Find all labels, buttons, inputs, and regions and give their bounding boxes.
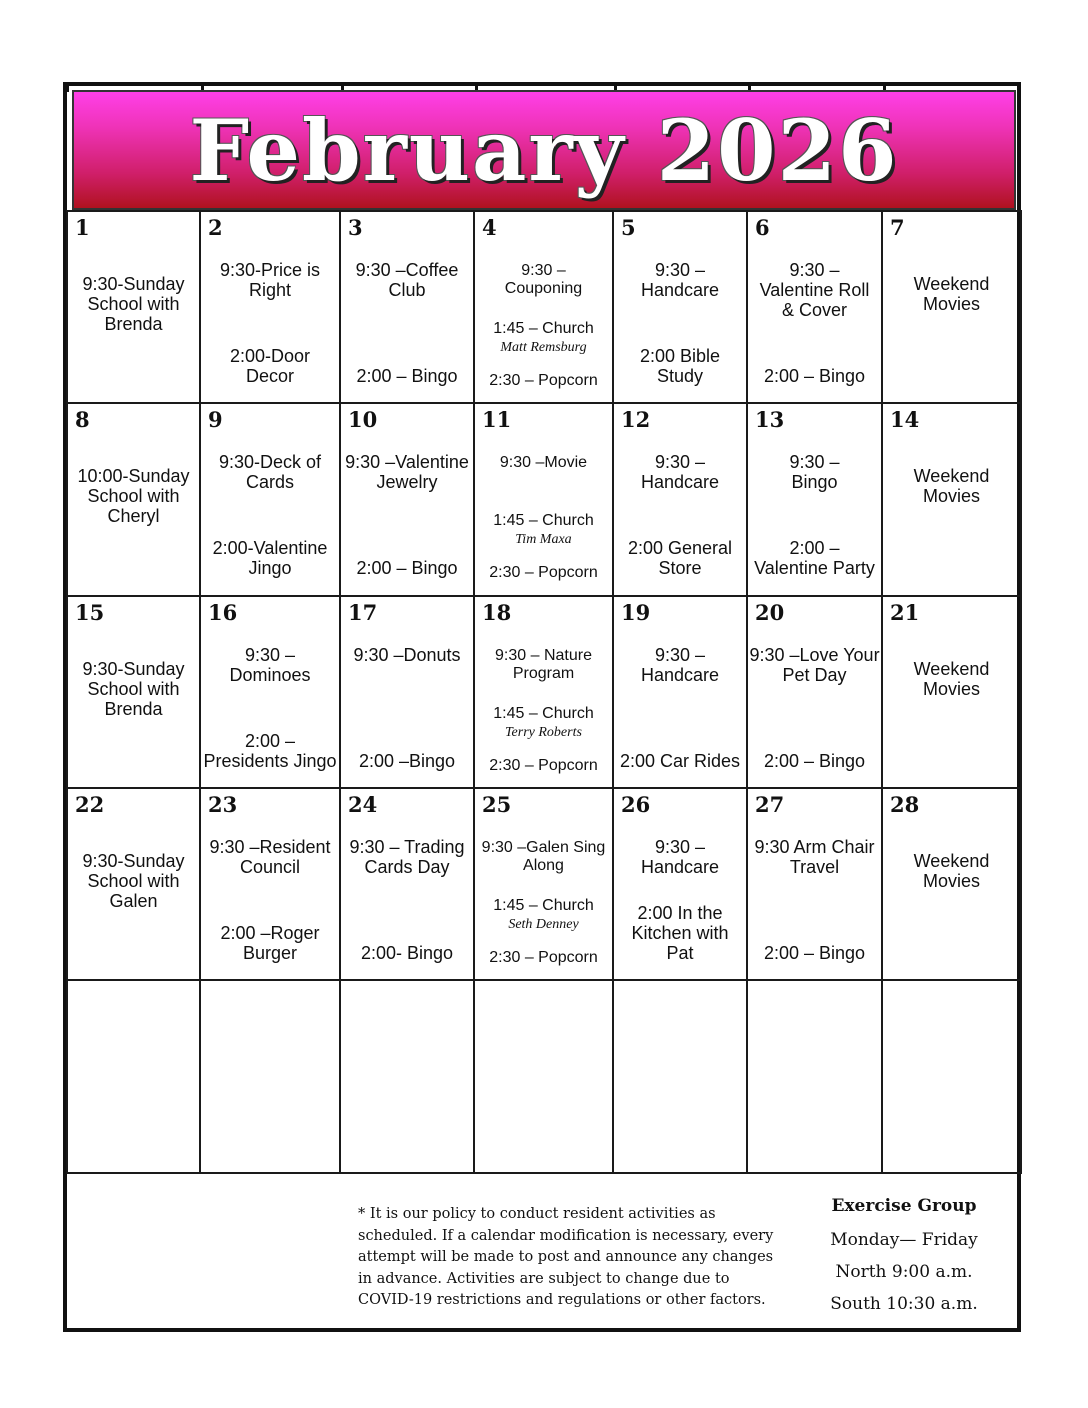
- activity-entry: 9:30 – Bingo: [789, 452, 840, 492]
- day-cell: [475, 789, 614, 981]
- church-leader-name: Seth Denney: [508, 917, 579, 932]
- empty-cell: [66, 981, 201, 1174]
- day-number: 14: [890, 407, 920, 432]
- day-cell: [475, 210, 614, 404]
- day-cell: [201, 404, 341, 597]
- empty-cell: [614, 981, 748, 1174]
- column-stub: [1018, 84, 1021, 92]
- activity-entry: 9:30 –Movie: [499, 454, 588, 471]
- activity-entry: 9:30 –Love Your Pet Day: [749, 645, 880, 685]
- church-leader-name: Tim Maxa: [515, 532, 572, 547]
- activity-entry: Weekend Movies: [913, 659, 990, 699]
- activity-entry: 2:00 –Roger Burger: [220, 923, 320, 963]
- day-number: 17: [348, 600, 378, 625]
- calendar-grid: [66, 210, 1022, 1174]
- activity-entry: 2:00 – Bingo: [763, 943, 866, 963]
- day-number: 18: [482, 600, 512, 625]
- day-cell: [614, 597, 748, 789]
- day-number: 7: [890, 215, 905, 240]
- activity-entry: 9:30 – Couponing: [504, 262, 583, 297]
- activity-entry: 2:00 –Bingo: [358, 751, 456, 771]
- activity-entry: 9:30 – Handcare: [640, 837, 720, 877]
- day-number: 24: [348, 792, 378, 817]
- day-cell: [201, 210, 341, 404]
- activity-entry: 2:00 General Store: [627, 538, 733, 578]
- day-number: 11: [482, 407, 512, 432]
- exercise-south-time: South 10:30 a.m.: [830, 1294, 978, 1314]
- activity-entry: 2:00 Bible Study: [639, 346, 721, 386]
- day-cell: [748, 404, 883, 597]
- activity-entry: 2:00 In the Kitchen with Pat: [631, 903, 729, 963]
- activity-entry: 9:30-Sunday School with Galen: [82, 851, 185, 911]
- calendar-footer: [66, 1174, 1018, 1329]
- empty-cell: [201, 981, 341, 1174]
- activity-entry: 2:00 Car Rides: [619, 751, 741, 771]
- activity-entry: 9:30 Arm Chair Travel: [754, 837, 875, 877]
- day-number: 28: [890, 792, 920, 817]
- activity-entry: 2:00-Valentine Jingo: [212, 538, 328, 578]
- day-number: 16: [208, 600, 238, 625]
- day-cell: [341, 789, 475, 981]
- day-cell: [748, 597, 883, 789]
- day-cell: [614, 404, 748, 597]
- activity-entry: 2:00 – Bingo: [763, 366, 866, 386]
- exercise-days: Monday— Friday: [830, 1230, 978, 1250]
- day-number: 21: [890, 600, 920, 625]
- day-cell: [341, 210, 475, 404]
- day-number: 5: [621, 215, 636, 240]
- church-leader-name: Matt Remsburg: [500, 340, 587, 355]
- activity-entry: 2:30 – Popcorn: [489, 757, 598, 774]
- day-number: 23: [208, 792, 238, 817]
- activity-entry: 9:30 – Nature Program: [495, 647, 592, 682]
- exercise-north-time: North 9:00 a.m.: [835, 1262, 973, 1282]
- activity-entry: 9:30 –Valentine Jewelry: [345, 452, 469, 492]
- day-cell: [66, 597, 201, 789]
- day-cell: [475, 597, 614, 789]
- day-number: 4: [482, 215, 497, 240]
- day-number: 2: [208, 215, 223, 240]
- activity-entry: 9:30-Price is Right: [219, 260, 321, 300]
- day-number: 22: [75, 792, 105, 817]
- activity-entry: 9:30 – Handcare: [640, 452, 720, 492]
- activity-entry: 9:30-Sunday School with Brenda: [82, 274, 185, 334]
- exercise-title: Exercise Group: [831, 1196, 977, 1216]
- activity-entry: 9:30-Sunday School with Brenda: [82, 659, 185, 719]
- day-number: 27: [755, 792, 785, 817]
- title-banner: [72, 90, 1016, 210]
- empty-cell: [341, 981, 475, 1174]
- activity-entry: 1:45 – Church: [493, 897, 594, 914]
- activity-entry: 9:30 –Donuts: [353, 645, 461, 665]
- day-number: 20: [755, 600, 785, 625]
- exercise-group-info: [804, 1196, 1004, 1320]
- day-number: 12: [621, 407, 651, 432]
- day-number: 26: [621, 792, 651, 817]
- activity-entry: 9:30 – Dominoes: [229, 645, 311, 685]
- day-cell: [201, 789, 341, 981]
- activity-entry: 9:30 –Galen Sing Along: [481, 839, 606, 874]
- day-cell: [341, 404, 475, 597]
- activity-entry: 2:00 – Bingo: [763, 751, 866, 771]
- activity-entry: 2:00 – Bingo: [356, 558, 458, 578]
- policy-notice: * It is our policy to conduct resident activities as scheduled. If a calendar modification is necessary, every attempt will be made to post and announce any changes in advance. Activities are subject to change due to COVID-19 restrictions and regulations or other factors.: [358, 1206, 774, 1308]
- day-cell: [883, 789, 1022, 981]
- day-cell: [201, 597, 341, 789]
- activity-entry: 9:30 – Handcare: [640, 645, 720, 685]
- day-number: 9: [208, 407, 223, 432]
- day-number: 6: [755, 215, 770, 240]
- activity-entry: 9:30 –Resident Council: [209, 837, 331, 877]
- day-cell: [614, 210, 748, 404]
- activity-entry: 2:30 – Popcorn: [489, 372, 598, 389]
- activity-entry: 10:00-Sunday School with Cheryl: [77, 466, 190, 526]
- day-number: 19: [621, 600, 651, 625]
- day-cell: [66, 789, 201, 981]
- day-number: 8: [75, 407, 90, 432]
- day-cell: [66, 404, 201, 597]
- day-cell: [748, 789, 883, 981]
- activity-entry: 1:45 – Church: [493, 512, 594, 529]
- day-cell: [883, 210, 1022, 404]
- activity-entry: 2:00-Door Decor: [229, 346, 311, 386]
- day-number: 15: [75, 600, 105, 625]
- activity-entry: 9:30 – Handcare: [640, 260, 720, 300]
- activity-entry: 2:30 – Popcorn: [489, 949, 598, 966]
- activity-entry: 9:30 –Coffee Club: [355, 260, 459, 300]
- activity-entry: 9:30 – Trading Cards Day: [349, 837, 465, 877]
- calendar-title: February 2026: [189, 100, 899, 200]
- activity-entry: 2:00 – Valentine Party: [754, 538, 875, 578]
- day-cell: [748, 210, 883, 404]
- activity-entry: 1:45 – Church: [493, 320, 594, 337]
- day-number: 25: [482, 792, 512, 817]
- day-number: 10: [348, 407, 378, 432]
- day-cell: [66, 210, 201, 404]
- empty-cell: [748, 981, 883, 1174]
- activity-entry: Weekend Movies: [913, 851, 990, 891]
- empty-cell: [883, 981, 1022, 1174]
- activity-entry: Weekend Movies: [913, 466, 990, 506]
- day-cell: [883, 404, 1022, 597]
- column-stub: [66, 84, 69, 92]
- church-leader-name: Terry Roberts: [505, 725, 582, 740]
- activity-entry: 1:45 – Church: [493, 705, 594, 722]
- day-number: 13: [755, 407, 785, 432]
- day-number: 3: [348, 215, 363, 240]
- activity-entry: 2:00 – Bingo: [356, 366, 458, 386]
- empty-cell: [475, 981, 614, 1174]
- day-cell: [883, 597, 1022, 789]
- activity-entry: 2:30 – Popcorn: [489, 564, 598, 581]
- activity-entry: 2:00 – Presidents Jingo: [203, 731, 337, 771]
- day-cell: [341, 597, 475, 789]
- day-cell: [475, 404, 614, 597]
- activity-entry: 2:00- Bingo: [360, 943, 454, 963]
- activity-entry: Weekend Movies: [913, 274, 990, 314]
- activity-entry: 9:30 – Valentine Roll & Cover: [759, 260, 870, 320]
- day-number: 1: [75, 215, 90, 240]
- activity-entry: 9:30-Deck of Cards: [218, 452, 322, 492]
- day-cell: [614, 789, 748, 981]
